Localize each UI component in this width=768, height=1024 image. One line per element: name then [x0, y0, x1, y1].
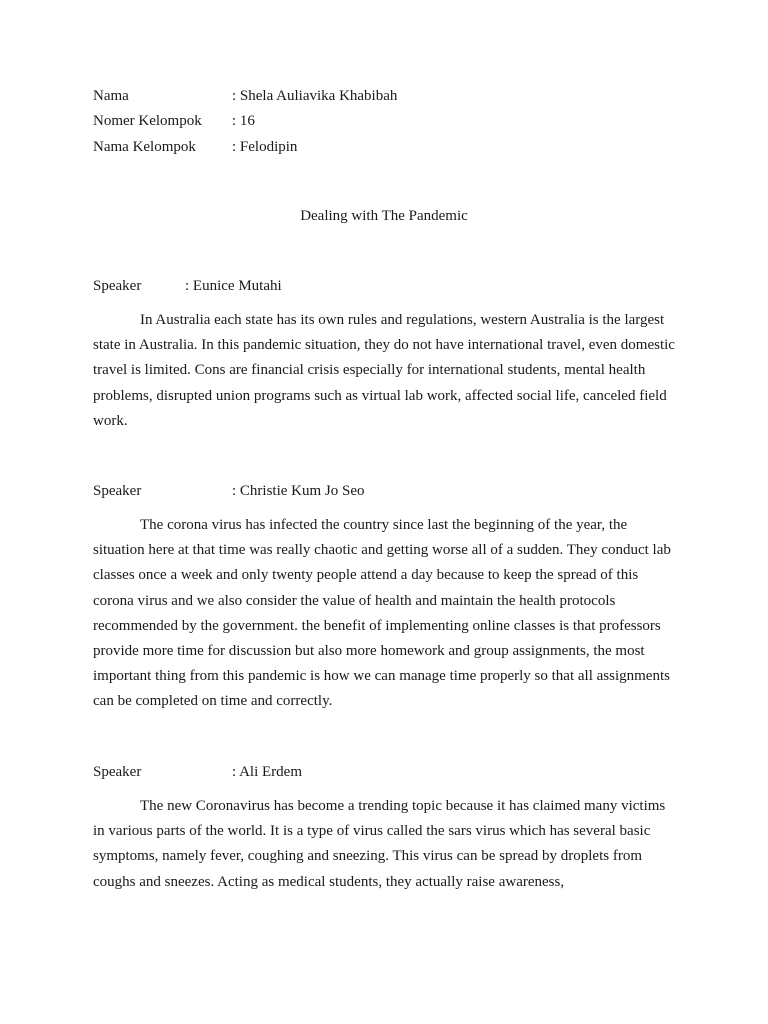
speaker-name: : Christie Kum Jo Seo: [232, 483, 365, 499]
info-row-nama: [93, 86, 398, 106]
nomer-kelompok-label: Nomer Kelompok: [93, 113, 202, 129]
speaker-row-2: [93, 481, 365, 501]
nama-kelompok-value: : Felodipin: [232, 139, 298, 155]
speaker-row-3: [93, 762, 302, 782]
speaker-label: Speaker: [93, 278, 142, 294]
speaker-label: Speaker: [93, 764, 142, 780]
speaker-row-1: [93, 276, 282, 296]
info-row-nomer-kelompok: [93, 111, 255, 131]
nama-value: : Shela Auliavika Khabibah: [232, 88, 398, 104]
paragraph-1: In Australia each state has its own rules and regulations, western Australia is the largest state in Australia. In this pandemic situation, they do not have international travel, even domestic travel is limited. Cons are financial crisis especially for international students, mental health problems, disrupted union programs such as virtual lab work, affected social life, canceled field work.: [93, 312, 675, 429]
paragraph-2: The corona virus has infected the country since last the beginning of the year, the situation here at that time was really chaotic and getting worse all of a sudden. They conduct lab classes once a week and only twenty people attend a day because to keep the spread of this corona virus and we also consider the value of health and maintain the health protocols recommended by the government. the benefit of implementing online classes is that professors provide more time for discussion but also more homework and group assignments, the most important thing from this pandemic is how we can manage time properly so that all assignments can be completed on time and correctly.: [93, 517, 671, 710]
info-row-nama-kelompok: [93, 137, 298, 157]
speaker-name: : Eunice Mutahi: [185, 278, 282, 294]
speaker-name: : Ali Erdem: [232, 764, 302, 780]
paragraph-3: The new Coronavirus has become a trending topic because it has claimed many victims in various parts of the world. It is a type of virus called the sars virus which has several basic symptoms, namely fever, coughing and sneezing. This virus can be spread by droplets from coughs and sneezes. Acting as medical students, they actually raise awareness,: [93, 798, 666, 890]
document-title: Dealing with The Pandemic: [300, 208, 468, 224]
nomer-kelompok-value: : 16: [232, 113, 255, 129]
speaker-label: Speaker: [93, 483, 142, 499]
nama-kelompok-label: Nama Kelompok: [93, 139, 196, 155]
nama-label: Nama: [93, 88, 129, 104]
